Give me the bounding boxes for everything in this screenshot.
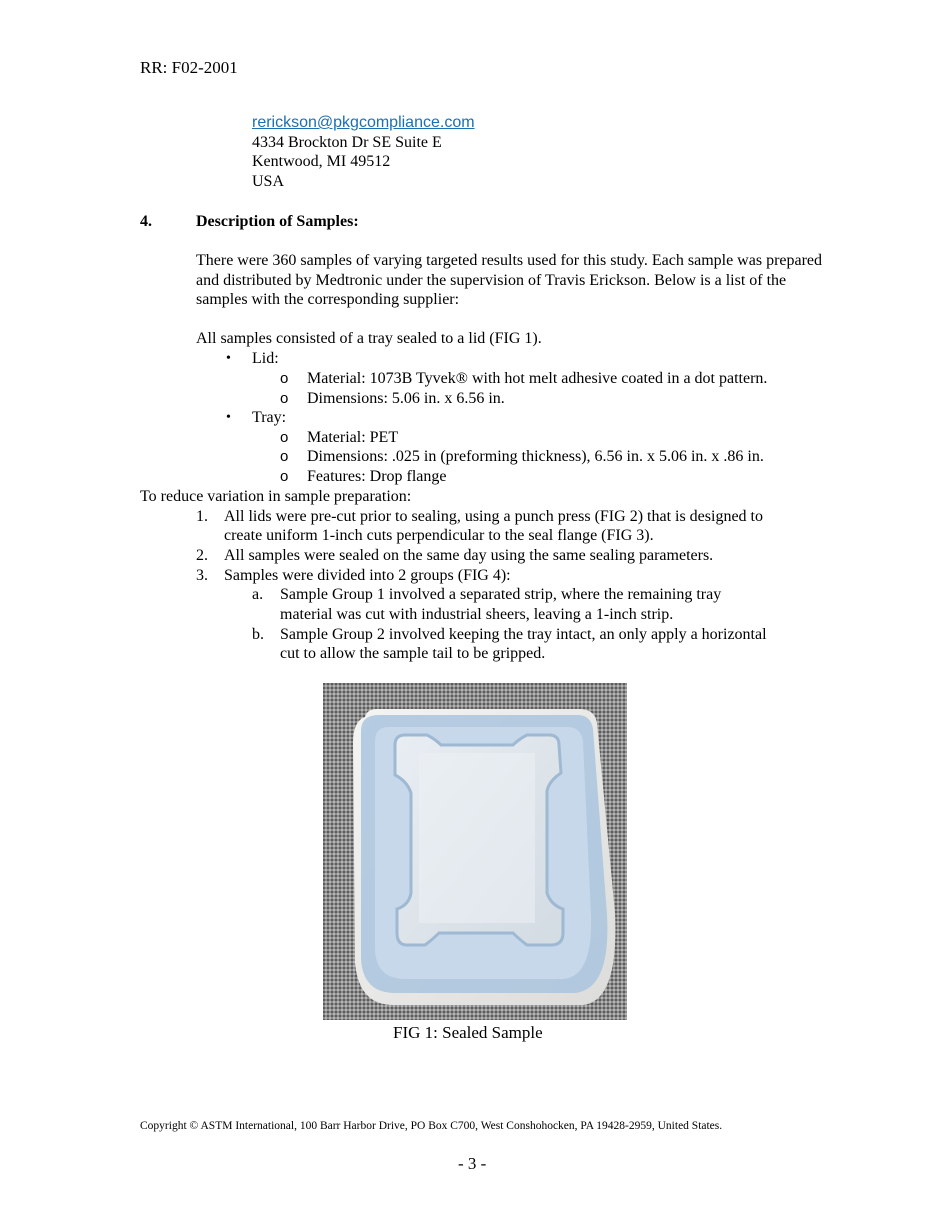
contact-street: 4334 Brockton Dr SE Suite E <box>252 133 442 151</box>
bullet-icon: • <box>226 410 231 425</box>
sub-bullet-icon: o <box>280 390 289 407</box>
contact-city: Kentwood, MI 49512 <box>252 153 391 170</box>
lid-label: Lid: <box>252 350 279 367</box>
contact-country: USA <box>252 172 285 190</box>
tray-item: Material: PET <box>307 429 399 446</box>
section-number: 4. <box>140 213 152 230</box>
step-number: 2. <box>196 547 208 564</box>
step-text: Samples were divided into 2 groups (FIG 4): <box>224 567 511 584</box>
substep-letter: a. <box>252 586 264 603</box>
sub-bullet-icon: o <box>280 429 289 446</box>
sub-bullet-icon: o <box>280 468 289 485</box>
step-text: All lids were pre-cut prior to sealing, using a punch press (FIG 2) that is designed to <box>224 508 763 525</box>
tray-label: Tray: <box>252 409 287 426</box>
substep-text: Sample Group 2 involved keeping the tray intact, an only apply a horizontal <box>280 626 767 643</box>
email-link[interactable]: rerickson@pkgcompliance.com <box>252 114 475 131</box>
section-title: Description of Samples: <box>196 213 359 230</box>
lid-item: Material: 1073B Tyvek® with hot melt adhesive coated in a dot pattern. <box>307 370 768 387</box>
tray-item: Features: Drop flange <box>307 468 447 485</box>
document-id-header: RR: F02-2001 <box>140 58 238 77</box>
contact-block <box>252 113 475 191</box>
step-number: 1. <box>196 508 208 525</box>
sub-bullet-icon: o <box>280 448 289 465</box>
lid-item: Dimensions: 5.06 in. x 6.56 in. <box>307 390 505 407</box>
sub-bullet-icon: o <box>280 370 289 387</box>
step-text: All samples were sealed on the same day using the same sealing parameters. <box>224 547 714 564</box>
sealed-sample-photo <box>323 683 627 1020</box>
figure-caption: FIG 1: Sealed Sample <box>393 1023 543 1042</box>
substep-text: cut to allow the sample tail to be gripped. <box>280 645 546 662</box>
step-text: create uniform 1-inch cuts perpendicular to the seal flange (FIG 3). <box>224 527 654 544</box>
samples-intro: All samples consisted of a tray sealed to a lid (FIG 1). <box>196 330 542 347</box>
step-number: 3. <box>196 567 208 584</box>
section-paragraph: There were 360 samples of varying targeted results used for this study. Each sample was prepared and distributed by Medtronic under the supervision of Travis Erickson. Below is a list of the samples with the corresponding supplier: <box>196 252 823 308</box>
tray-item: Dimensions: .025 in (preforming thickness), 6.56 in. x 5.06 in. x .86 in. <box>307 448 764 465</box>
substep-letter: b. <box>252 626 264 643</box>
page-number: - 3 - <box>458 1154 487 1173</box>
copyright-footer: Copyright © ASTM International, 100 Barr Harbor Drive, PO Box C700, West Conshohocken, PA 19428-2959, United States. <box>140 1120 723 1132</box>
substep-text: Sample Group 1 involved a separated strip, where the remaining tray <box>280 586 722 603</box>
variation-intro: To reduce variation in sample preparation: <box>140 488 412 505</box>
substep-text: material was cut with industrial sheers, leaving a 1-inch strip. <box>280 606 674 623</box>
bullet-icon: • <box>226 351 231 366</box>
